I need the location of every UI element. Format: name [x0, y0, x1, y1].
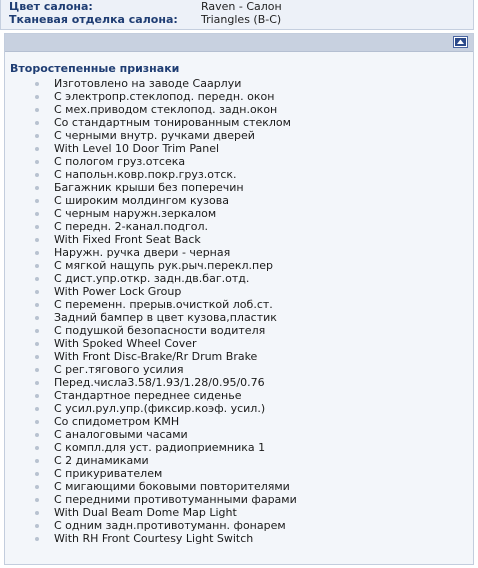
bullet-icon	[35, 524, 39, 528]
bullet-icon	[35, 316, 39, 320]
bullet-icon	[35, 368, 39, 372]
bullet-icon	[35, 407, 39, 411]
feature-item	[5, 441, 297, 454]
feature-label: With Power Lock Group	[54, 285, 182, 298]
bullet-icon	[35, 485, 39, 489]
feature-item	[5, 246, 297, 259]
bullet-icon	[35, 472, 39, 476]
feature-item	[5, 155, 297, 168]
bullet-icon	[35, 95, 39, 99]
bullet-icon	[35, 264, 39, 268]
feature-label: С черным наружн.зеркалом	[54, 207, 217, 220]
feature-item	[5, 389, 297, 402]
bullet-icon	[35, 160, 39, 164]
feature-item	[5, 168, 297, 181]
feature-item	[5, 376, 297, 389]
feature-item	[5, 259, 297, 272]
feature-label: С прикуривателем	[54, 467, 163, 480]
feature-label: С мех.приводом стеклопод. задн.окон	[54, 103, 278, 116]
feature-label: Со стандартным тонированным стеклом	[54, 116, 291, 129]
feature-item	[5, 90, 297, 103]
bullet-icon	[35, 212, 39, 216]
feature-label: С компл.для уст. радиоприемника 1	[54, 441, 266, 454]
bullet-icon	[35, 251, 39, 255]
feature-item	[5, 363, 297, 376]
feature-item	[5, 402, 297, 415]
feature-label: With Spoked Wheel Cover	[54, 337, 197, 350]
feature-item	[5, 519, 297, 532]
section-title: Второстепенные признаки	[10, 62, 180, 75]
feature-label: С подушкой безопасности водителя	[54, 324, 266, 337]
features-list	[5, 77, 297, 545]
bullet-icon	[35, 134, 39, 138]
feature-item	[5, 272, 297, 285]
feature-item	[5, 142, 297, 155]
feature-label: С передними противотуманными фарами	[54, 493, 297, 506]
feature-label: Изготовлено на заводе Саарлуи	[54, 77, 242, 90]
feature-item	[5, 285, 297, 298]
bullet-icon	[35, 498, 39, 502]
feature-item	[5, 116, 297, 129]
feature-item	[5, 337, 297, 350]
feature-label: Со спидометром КМН	[54, 415, 180, 428]
spec-value: Raven - Салон	[201, 0, 282, 13]
feature-label: С напольн.ковр.покр.груз.отск.	[54, 168, 237, 181]
bullet-icon	[35, 329, 39, 333]
bullet-icon	[35, 381, 39, 385]
feature-label: С дист.упр.откр. задн.дв.баг.отд.	[54, 272, 250, 285]
bullet-icon	[35, 290, 39, 294]
feature-item	[5, 324, 297, 337]
bullet-icon	[35, 394, 39, 398]
feature-label: С переменн. прерыв.очисткой лоб.ст.	[54, 298, 273, 311]
bullet-icon	[35, 225, 39, 229]
feature-item	[5, 220, 297, 233]
chevron-up-icon	[455, 38, 466, 46]
feature-label: Стандартное переднее сиденье	[54, 389, 242, 402]
feature-label: Наружн. ручка двери - черная	[54, 246, 231, 259]
feature-item	[5, 207, 297, 220]
feature-item	[5, 298, 297, 311]
feature-label: С широким молдингом кузова	[54, 194, 229, 207]
bullet-icon	[35, 82, 39, 86]
bullet-icon	[35, 186, 39, 190]
bullet-icon	[35, 342, 39, 346]
feature-label: Перед.числа3.58/1.93/1.28/0.95/0.76	[54, 376, 265, 389]
spec-value: Triangles (B-C)	[201, 13, 282, 26]
bullet-icon	[35, 433, 39, 437]
bullet-icon	[35, 511, 39, 515]
feature-label: With Front Disc-Brake/Rr Drum Brake	[54, 350, 258, 363]
bullet-icon	[35, 108, 39, 112]
feature-label: С черными внутр. ручками дверей	[54, 129, 255, 142]
vehicle-spec-block	[0, 0, 474, 30]
feature-item	[5, 532, 297, 545]
feature-label: Багажник крыши без поперечин	[54, 181, 244, 194]
bullet-icon	[35, 173, 39, 177]
bullet-icon	[35, 355, 39, 359]
bullet-icon	[35, 277, 39, 281]
bullet-icon	[35, 121, 39, 125]
feature-label: С одним задн.противотуманн. фонарем	[54, 519, 286, 532]
feature-label: С усил.рул.упр.(фиксир.коэф. усил.)	[54, 402, 266, 415]
feature-label: С 2 динамиками	[54, 454, 149, 467]
feature-label: С пологом груз.отсека	[54, 155, 186, 168]
bullet-icon	[35, 303, 39, 307]
bullet-icon	[35, 537, 39, 541]
feature-item	[5, 129, 297, 142]
feature-label: С аналоговыми часами	[54, 428, 188, 441]
feature-item	[5, 103, 297, 116]
feature-item	[5, 181, 297, 194]
bullet-icon	[35, 147, 39, 151]
bullet-icon	[35, 238, 39, 242]
feature-label: С рег.тягового усилия	[54, 363, 184, 376]
feature-item	[5, 77, 297, 90]
bullet-icon	[35, 446, 39, 450]
feature-item	[5, 454, 297, 467]
feature-item	[5, 233, 297, 246]
feature-item	[5, 194, 297, 207]
feature-label: С передн. 2-канал.подгол.	[54, 220, 209, 233]
collapse-button[interactable]	[453, 36, 468, 48]
feature-label: With Dual Beam Dome Map Light	[54, 506, 237, 519]
feature-item	[5, 480, 297, 493]
feature-label: Задний бампер в цвет кузова,пластик	[54, 311, 277, 324]
feature-label: With RH Front Courtesy Light Switch	[54, 532, 254, 545]
bullet-icon	[35, 199, 39, 203]
feature-item	[5, 428, 297, 441]
feature-label: С электропр.стеклопод. передн. окон	[54, 90, 275, 103]
feature-label: With Level 10 Door Trim Panel	[54, 142, 220, 155]
feature-item	[5, 415, 297, 428]
feature-label: С мягкой нащупь рук.рыч.перекл.пер	[54, 259, 273, 272]
panel-header	[5, 34, 473, 52]
feature-item	[5, 493, 297, 506]
secondary-features-panel	[4, 33, 474, 565]
feature-item	[5, 467, 297, 480]
bullet-icon	[35, 420, 39, 424]
feature-item	[5, 350, 297, 363]
spec-label: Тканевая отделка салона:	[9, 13, 178, 26]
feature-label: With Fixed Front Seat Back	[54, 233, 201, 246]
feature-item	[5, 311, 297, 324]
bullet-icon	[35, 459, 39, 463]
feature-label: С мигающими боковыми повторителями	[54, 480, 290, 493]
spec-label: Цвет салона:	[9, 0, 93, 13]
feature-item	[5, 506, 297, 519]
